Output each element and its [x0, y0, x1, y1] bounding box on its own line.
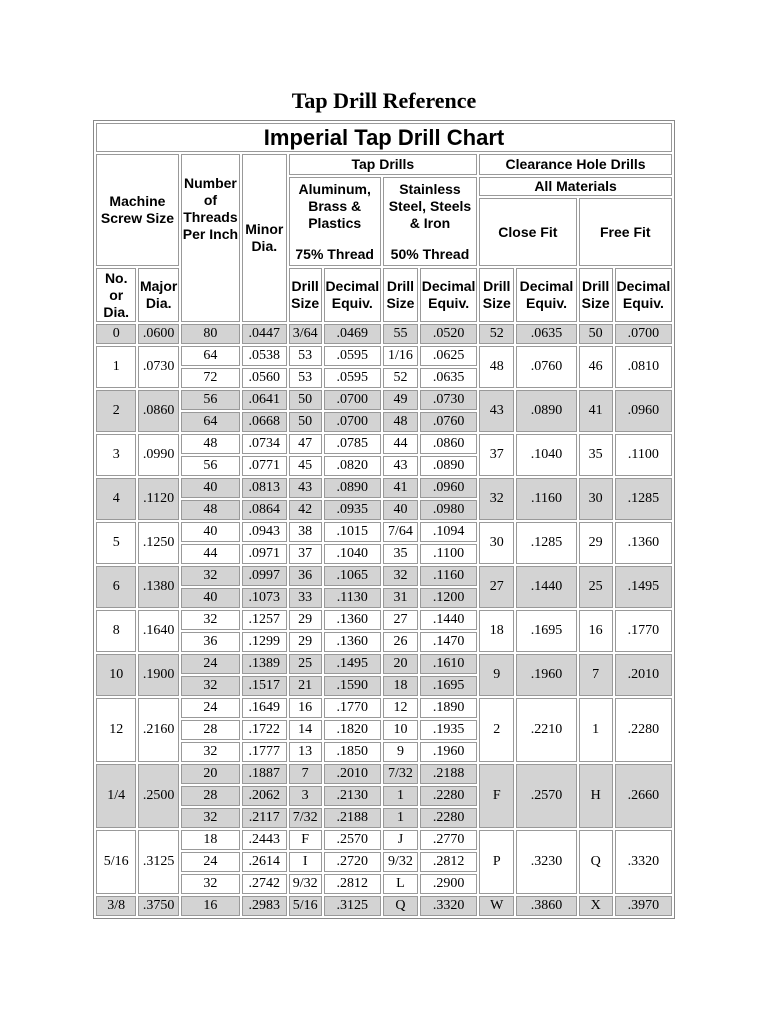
cell-aluminum-decimal: .1495: [324, 654, 381, 674]
cell-aluminum-drill: 47: [289, 434, 322, 454]
cell-stainless-drill: 9/32: [383, 852, 418, 872]
tap-drill-table: [93, 120, 675, 919]
cell-free-drill: 50: [579, 324, 613, 344]
header-close-fit: Close Fit: [479, 198, 576, 266]
cell-free-decimal: .0810: [615, 346, 672, 388]
cell-threads-per-inch: 16: [181, 896, 240, 916]
cell-free-decimal: .3970: [615, 896, 672, 916]
cell-minor-dia: .0668: [242, 412, 287, 432]
cell-free-drill: 29: [579, 522, 613, 564]
cell-threads-per-inch: 18: [181, 830, 240, 850]
table-row: [96, 698, 672, 718]
cell-minor-dia: .2983: [242, 896, 287, 916]
cell-aluminum-drill: 21: [289, 676, 322, 696]
cell-aluminum-decimal: .1850: [324, 742, 381, 762]
cell-threads-per-inch: 40: [181, 522, 240, 542]
cell-minor-dia: .1389: [242, 654, 287, 674]
table-caption: Imperial Tap Drill Chart: [96, 123, 672, 152]
cell-stainless-decimal: .1935: [420, 720, 477, 740]
cell-major-dia: .2500: [138, 764, 178, 828]
cell-threads-per-inch: 48: [181, 434, 240, 454]
cell-threads-per-inch: 24: [181, 698, 240, 718]
cell-aluminum-drill: 9/32: [289, 874, 322, 894]
cell-close-drill: 18: [479, 610, 514, 652]
cell-stainless-drill: 1: [383, 808, 418, 828]
cell-aluminum-decimal: .1065: [324, 566, 381, 586]
aluminum-label: Aluminum, Brass & Plastics: [298, 180, 371, 231]
cell-aluminum-drill: F: [289, 830, 322, 850]
cell-aluminum-decimal: .0700: [324, 390, 381, 410]
table-row: [96, 764, 672, 784]
cell-aluminum-drill: I: [289, 852, 322, 872]
cell-stainless-drill: 1: [383, 786, 418, 806]
cell-screw-size: 2: [96, 390, 136, 432]
table-row: [96, 830, 672, 850]
cell-free-drill: 1: [579, 698, 613, 762]
cell-aluminum-decimal: .2130: [324, 786, 381, 806]
cell-stainless-decimal: .0960: [420, 478, 477, 498]
cell-aluminum-decimal: .2812: [324, 874, 381, 894]
header-drill-size: Drill Size: [579, 268, 613, 322]
cell-stainless-decimal: .2900: [420, 874, 477, 894]
header-no-or-dia: No. or Dia.: [96, 268, 136, 322]
cell-close-decimal: .1440: [516, 566, 576, 608]
cell-aluminum-decimal: .0595: [324, 346, 381, 366]
cell-aluminum-decimal: .2188: [324, 808, 381, 828]
cell-free-decimal: .1495: [615, 566, 672, 608]
table-row: [96, 390, 672, 410]
cell-stainless-decimal: .1440: [420, 610, 477, 630]
cell-screw-size: 5/16: [96, 830, 136, 894]
cell-aluminum-decimal: .1015: [324, 522, 381, 542]
cell-aluminum-decimal: .2720: [324, 852, 381, 872]
table-row: [96, 346, 672, 366]
cell-screw-size: 0: [96, 324, 136, 344]
cell-stainless-drill: 35: [383, 544, 418, 564]
cell-threads-per-inch: 64: [181, 412, 240, 432]
cell-aluminum-drill: 16: [289, 698, 322, 718]
cell-close-drill: 9: [479, 654, 514, 696]
cell-stainless-decimal: .0635: [420, 368, 477, 388]
cell-aluminum-decimal: .0890: [324, 478, 381, 498]
cell-aluminum-decimal: .2010: [324, 764, 381, 784]
header-aluminum: [289, 177, 381, 266]
cell-major-dia: .0860: [138, 390, 178, 432]
cell-stainless-drill: 48: [383, 412, 418, 432]
cell-stainless-drill: 18: [383, 676, 418, 696]
cell-free-decimal: .0960: [615, 390, 672, 432]
cell-aluminum-decimal: .0785: [324, 434, 381, 454]
cell-aluminum-drill: 36: [289, 566, 322, 586]
cell-free-decimal: .1360: [615, 522, 672, 564]
cell-major-dia: .1380: [138, 566, 178, 608]
cell-screw-size: 10: [96, 654, 136, 696]
cell-minor-dia: .0734: [242, 434, 287, 454]
cell-minor-dia: .0864: [242, 500, 287, 520]
table-row: [96, 610, 672, 630]
header-decimal-equiv: Decimal Equiv.: [516, 268, 576, 322]
cell-aluminum-drill: 7/32: [289, 808, 322, 828]
cell-stainless-decimal: .1610: [420, 654, 477, 674]
cell-aluminum-decimal: .0820: [324, 456, 381, 476]
cell-threads-per-inch: 32: [181, 742, 240, 762]
cell-free-drill: X: [579, 896, 613, 916]
header-minor-dia: Minor Dia.: [242, 154, 287, 322]
cell-minor-dia: .1073: [242, 588, 287, 608]
cell-close-drill: 52: [479, 324, 514, 344]
cell-aluminum-decimal: .1360: [324, 632, 381, 652]
cell-close-decimal: .3230: [516, 830, 576, 894]
cell-close-decimal: .2210: [516, 698, 576, 762]
cell-aluminum-drill: 29: [289, 610, 322, 630]
cell-aluminum-drill: 33: [289, 588, 322, 608]
cell-close-decimal: .1285: [516, 522, 576, 564]
cell-free-drill: 25: [579, 566, 613, 608]
cell-aluminum-decimal: .1040: [324, 544, 381, 564]
cell-close-drill: 43: [479, 390, 514, 432]
header-drill-size: Drill Size: [479, 268, 514, 322]
cell-stainless-decimal: .1200: [420, 588, 477, 608]
cell-close-decimal: .0635: [516, 324, 576, 344]
cell-minor-dia: .2443: [242, 830, 287, 850]
cell-stainless-drill: 40: [383, 500, 418, 520]
cell-aluminum-drill: 14: [289, 720, 322, 740]
cell-major-dia: .0990: [138, 434, 178, 476]
cell-stainless-drill: 55: [383, 324, 418, 344]
cell-screw-size: 1/4: [96, 764, 136, 828]
cell-threads-per-inch: 32: [181, 874, 240, 894]
cell-minor-dia: .2614: [242, 852, 287, 872]
cell-major-dia: .1640: [138, 610, 178, 652]
cell-free-drill: 41: [579, 390, 613, 432]
cell-aluminum-drill: 29: [289, 632, 322, 652]
cell-major-dia: .0600: [138, 324, 178, 344]
cell-close-drill: 37: [479, 434, 514, 476]
cell-aluminum-drill: 45: [289, 456, 322, 476]
cell-free-drill: H: [579, 764, 613, 828]
cell-stainless-drill: 43: [383, 456, 418, 476]
cell-stainless-drill: 44: [383, 434, 418, 454]
cell-threads-per-inch: 24: [181, 852, 240, 872]
cell-stainless-drill: 7/32: [383, 764, 418, 784]
cell-free-decimal: .0700: [615, 324, 672, 344]
cell-major-dia: .0730: [138, 346, 178, 388]
cell-aluminum-decimal: .1590: [324, 676, 381, 696]
table-row: [96, 434, 672, 454]
cell-aluminum-decimal: .1130: [324, 588, 381, 608]
cell-minor-dia: .0943: [242, 522, 287, 542]
cell-major-dia: .1120: [138, 478, 178, 520]
cell-minor-dia: .0971: [242, 544, 287, 564]
cell-aluminum-decimal: .0469: [324, 324, 381, 344]
cell-stainless-decimal: .1890: [420, 698, 477, 718]
cell-free-decimal: .1770: [615, 610, 672, 652]
cell-aluminum-decimal: .3125: [324, 896, 381, 916]
table-row: [96, 566, 672, 586]
cell-close-decimal: .1040: [516, 434, 576, 476]
cell-minor-dia: .1722: [242, 720, 287, 740]
cell-screw-size: 6: [96, 566, 136, 608]
cell-major-dia: .3125: [138, 830, 178, 894]
cell-major-dia: .1900: [138, 654, 178, 696]
cell-aluminum-decimal: .0935: [324, 500, 381, 520]
cell-aluminum-drill: 37: [289, 544, 322, 564]
cell-stainless-decimal: .0625: [420, 346, 477, 366]
aluminum-thread: 75% Thread: [295, 245, 374, 262]
cell-stainless-drill: 12: [383, 698, 418, 718]
cell-minor-dia: .1887: [242, 764, 287, 784]
cell-screw-size: 3/8: [96, 896, 136, 916]
cell-stainless-drill: J: [383, 830, 418, 850]
cell-free-decimal: .2280: [615, 698, 672, 762]
cell-screw-size: 5: [96, 522, 136, 564]
cell-close-drill: W: [479, 896, 514, 916]
cell-minor-dia: .1299: [242, 632, 287, 652]
header-major-dia: Major Dia.: [138, 268, 178, 322]
cell-stainless-decimal: .3320: [420, 896, 477, 916]
cell-stainless-decimal: .1960: [420, 742, 477, 762]
cell-major-dia: .2160: [138, 698, 178, 762]
table-row: [96, 896, 672, 916]
header-clearance-hole-drills: Clearance Hole Drills: [479, 154, 672, 175]
cell-free-drill: 46: [579, 346, 613, 388]
cell-close-decimal: .1160: [516, 478, 576, 520]
cell-free-decimal: .2010: [615, 654, 672, 696]
cell-threads-per-inch: 40: [181, 478, 240, 498]
cell-screw-size: 1: [96, 346, 136, 388]
cell-stainless-decimal: .2770: [420, 830, 477, 850]
header-decimal-equiv: Decimal Equiv.: [615, 268, 672, 322]
cell-free-drill: 30: [579, 478, 613, 520]
cell-stainless-decimal: .2812: [420, 852, 477, 872]
cell-close-drill: F: [479, 764, 514, 828]
cell-minor-dia: .2062: [242, 786, 287, 806]
cell-free-decimal: .1285: [615, 478, 672, 520]
cell-stainless-drill: 41: [383, 478, 418, 498]
cell-major-dia: .3750: [138, 896, 178, 916]
header-decimal-equiv: Decimal Equiv.: [420, 268, 477, 322]
cell-minor-dia: .0997: [242, 566, 287, 586]
cell-threads-per-inch: 48: [181, 500, 240, 520]
cell-aluminum-drill: 3/64: [289, 324, 322, 344]
cell-minor-dia: .0641: [242, 390, 287, 410]
cell-close-decimal: .0760: [516, 346, 576, 388]
header-all-materials: All Materials: [479, 177, 672, 196]
cell-stainless-drill: 27: [383, 610, 418, 630]
cell-stainless-decimal: .2280: [420, 808, 477, 828]
cell-threads-per-inch: 32: [181, 610, 240, 630]
cell-stainless-drill: 32: [383, 566, 418, 586]
cell-aluminum-drill: 13: [289, 742, 322, 762]
cell-threads-per-inch: 56: [181, 456, 240, 476]
cell-close-decimal: .0890: [516, 390, 576, 432]
cell-stainless-drill: 31: [383, 588, 418, 608]
cell-close-decimal: .2570: [516, 764, 576, 828]
cell-aluminum-drill: 50: [289, 412, 322, 432]
cell-close-decimal: .1695: [516, 610, 576, 652]
cell-threads-per-inch: 28: [181, 786, 240, 806]
cell-close-drill: 48: [479, 346, 514, 388]
cell-stainless-decimal: .0520: [420, 324, 477, 344]
cell-threads-per-inch: 32: [181, 566, 240, 586]
cell-close-drill: P: [479, 830, 514, 894]
cell-minor-dia: .1517: [242, 676, 287, 696]
document-title: Tap Drill Reference: [291, 88, 477, 113]
cell-screw-size: 3: [96, 434, 136, 476]
stainless-label: Stainless Steel, Steels & Iron: [388, 180, 472, 231]
cell-stainless-drill: 10: [383, 720, 418, 740]
header-drill-size: Drill Size: [289, 268, 322, 322]
cell-aluminum-decimal: .0595: [324, 368, 381, 388]
header-stainless: [383, 177, 477, 266]
cell-aluminum-drill: 3: [289, 786, 322, 806]
cell-threads-per-inch: 44: [181, 544, 240, 564]
cell-aluminum-decimal: .2570: [324, 830, 381, 850]
cell-threads-per-inch: 36: [181, 632, 240, 652]
cell-aluminum-drill: 5/16: [289, 896, 322, 916]
cell-close-drill: 2: [479, 698, 514, 762]
cell-aluminum-drill: 7: [289, 764, 322, 784]
header-machine-screw-size: Machine Screw Size: [96, 154, 179, 266]
header-tap-drills: Tap Drills: [289, 154, 478, 175]
cell-stainless-drill: L: [383, 874, 418, 894]
cell-minor-dia: .1649: [242, 698, 287, 718]
cell-threads-per-inch: 80: [181, 324, 240, 344]
cell-screw-size: 4: [96, 478, 136, 520]
cell-aluminum-drill: 38: [289, 522, 322, 542]
cell-stainless-drill: Q: [383, 896, 418, 916]
cell-stainless-decimal: .0980: [420, 500, 477, 520]
cell-stainless-decimal: .0760: [420, 412, 477, 432]
cell-stainless-decimal: .0730: [420, 390, 477, 410]
cell-major-dia: .1250: [138, 522, 178, 564]
cell-minor-dia: .0538: [242, 346, 287, 366]
cell-minor-dia: .0447: [242, 324, 287, 344]
cell-aluminum-drill: 43: [289, 478, 322, 498]
cell-aluminum-decimal: .0700: [324, 412, 381, 432]
header-drill-size: Drill Size: [383, 268, 418, 322]
cell-close-drill: 32: [479, 478, 514, 520]
cell-aluminum-drill: 53: [289, 346, 322, 366]
cell-stainless-decimal: .2280: [420, 786, 477, 806]
cell-minor-dia: .1777: [242, 742, 287, 762]
header-decimal-equiv: Decimal Equiv.: [324, 268, 381, 322]
cell-stainless-decimal: .1160: [420, 566, 477, 586]
cell-threads-per-inch: 64: [181, 346, 240, 366]
cell-stainless-decimal: .1100: [420, 544, 477, 564]
cell-free-drill: 7: [579, 654, 613, 696]
cell-aluminum-drill: 53: [289, 368, 322, 388]
cell-aluminum-decimal: .1360: [324, 610, 381, 630]
cell-screw-size: 12: [96, 698, 136, 762]
cell-close-decimal: .3860: [516, 896, 576, 916]
cell-free-decimal: .2660: [615, 764, 672, 828]
cell-stainless-decimal: .0860: [420, 434, 477, 454]
cell-aluminum-drill: 50: [289, 390, 322, 410]
cell-aluminum-drill: 42: [289, 500, 322, 520]
cell-stainless-drill: 9: [383, 742, 418, 762]
table-row: [96, 478, 672, 498]
cell-minor-dia: .2742: [242, 874, 287, 894]
cell-close-drill: 30: [479, 522, 514, 564]
cell-stainless-drill: 20: [383, 654, 418, 674]
cell-close-drill: 27: [479, 566, 514, 608]
cell-stainless-drill: 26: [383, 632, 418, 652]
header-threads-per-inch: Number of Threads Per Inch: [181, 154, 240, 322]
cell-minor-dia: .0560: [242, 368, 287, 388]
cell-minor-dia: .1257: [242, 610, 287, 630]
cell-threads-per-inch: 24: [181, 654, 240, 674]
cell-stainless-decimal: .1470: [420, 632, 477, 652]
cell-threads-per-inch: 56: [181, 390, 240, 410]
cell-screw-size: 8: [96, 610, 136, 652]
cell-free-drill: 35: [579, 434, 613, 476]
header-free-fit: Free Fit: [579, 198, 672, 266]
cell-threads-per-inch: 28: [181, 720, 240, 740]
cell-stainless-decimal: .1695: [420, 676, 477, 696]
cell-free-decimal: .3320: [615, 830, 672, 894]
cell-free-decimal: .1100: [615, 434, 672, 476]
cell-minor-dia: .0771: [242, 456, 287, 476]
cell-stainless-drill: 49: [383, 390, 418, 410]
cell-stainless-decimal: .2188: [420, 764, 477, 784]
table-row: [96, 654, 672, 674]
cell-stainless-drill: 7/64: [383, 522, 418, 542]
cell-stainless-decimal: .0890: [420, 456, 477, 476]
table-row: [96, 522, 672, 542]
cell-aluminum-decimal: .1820: [324, 720, 381, 740]
cell-close-decimal: .1960: [516, 654, 576, 696]
cell-free-drill: 16: [579, 610, 613, 652]
cell-threads-per-inch: 40: [181, 588, 240, 608]
cell-threads-per-inch: 20: [181, 764, 240, 784]
table-body: [96, 324, 672, 916]
cell-threads-per-inch: 32: [181, 676, 240, 696]
stainless-thread: 50% Thread: [390, 245, 470, 262]
cell-aluminum-decimal: .1770: [324, 698, 381, 718]
cell-stainless-drill: 52: [383, 368, 418, 388]
cell-minor-dia: .2117: [242, 808, 287, 828]
table-row: [96, 324, 672, 344]
cell-threads-per-inch: 72: [181, 368, 240, 388]
cell-stainless-decimal: .1094: [420, 522, 477, 542]
cell-free-drill: Q: [579, 830, 613, 894]
cell-threads-per-inch: 32: [181, 808, 240, 828]
cell-aluminum-drill: 25: [289, 654, 322, 674]
cell-stainless-drill: 1/16: [383, 346, 418, 366]
cell-minor-dia: .0813: [242, 478, 287, 498]
